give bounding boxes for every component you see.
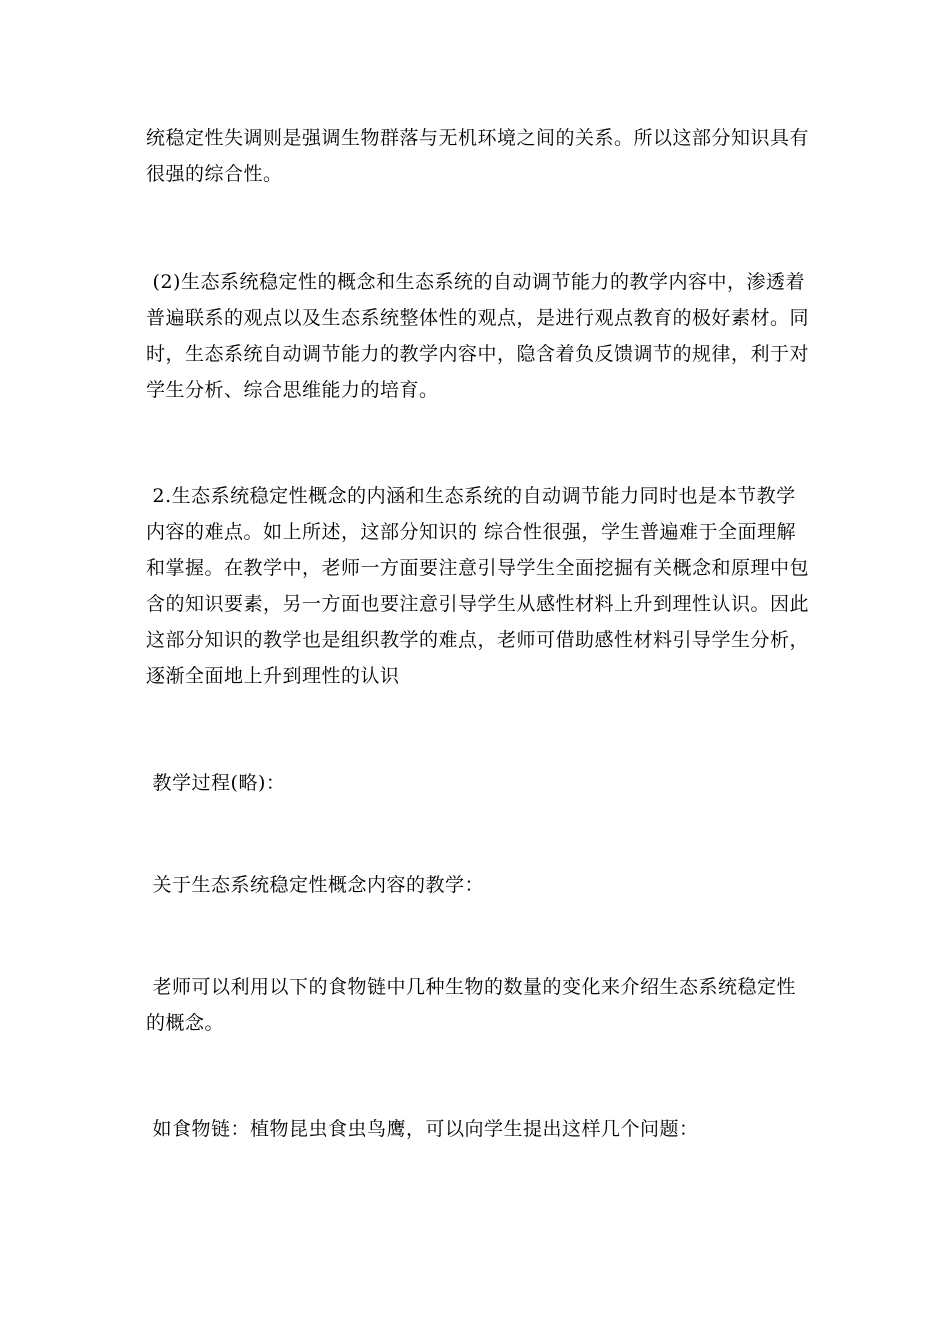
paragraph-2: (2)生态系统稳定性的概念和生态系统的自动调节能力的教学内容中，渗透着普遍联系的观点以及生态系统整体性的观点，是进行观点教育的极好素材。同时，生态系统自动调节能力的教学内容中，隐含着负反馈调节的规律，利于对学生分析、综合思维能力的培育。 xyxy=(146,271,810,401)
paragraph-food-chain-example: 如食物链：植物昆虫食虫鸟鹰，可以向学生提出这样几个问题： xyxy=(146,1118,699,1140)
paragraph-concept-teaching: 关于生态系统稳定性概念内容的教学： xyxy=(146,874,485,896)
paragraph-1: 统稳定性失调则是强调生物群落与无机环境之间的关系。所以这部分知识具有很强的综合性。 xyxy=(146,127,810,185)
paragraph-3: 2.生态系统稳定性概念的内涵和生态系统的自动调节能力同时也是本节教学内容的难点。如上所述，这部分知识的 综合性很强，学生普遍难于全面理解和掌握。在教学中，老师一方面要注意引导学生全面挖掘有关概念和原理中包含的知识要素，另一方面也要注意引导学生从感性材料上升到理性认识。因此这部分知识的教学也是组织教学的难点，老师可借助感性材料引导学生分析，逐渐全面地上升到理性的认识 xyxy=(146,485,810,687)
paragraph-food-chain-intro: 老师可以利用以下的食物链中几种生物的数量的变化来介绍生态系统稳定性的概念。 xyxy=(146,976,797,1034)
paragraph-teaching-process: 教学过程(略)： xyxy=(146,772,286,794)
